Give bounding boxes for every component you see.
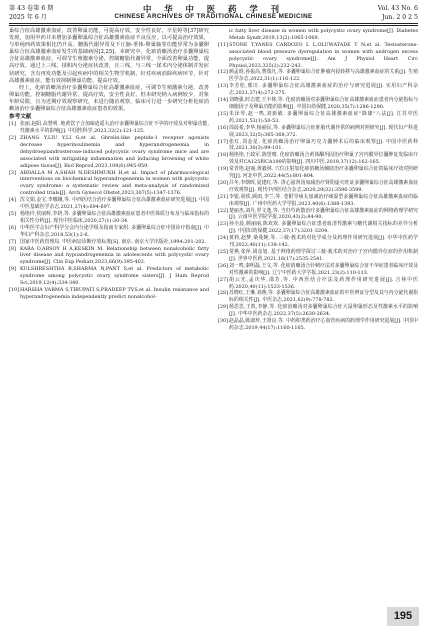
reference-text: 常青艳,赵丽,黄毅林. 穴位注射加化瘀消癥汤辅助治疗多囊卵巢综合征的临床疗效对照研究[J]. 河北中医,2022,44(5):801-804. <box>229 166 418 180</box>
volume-issue-en: Vol. 43 No. 6 <box>377 5 418 12</box>
reference-text: 黄莉,赵梦,桑曼婉,等. 三棱-莪术药对化学成分及药理作用研究进展[J]. 中华中医药学刊,2022,40(11):138-142. <box>229 235 418 249</box>
reference-item <box>9 246 209 267</box>
reference-number: [4] <box>9 197 16 204</box>
reference-item <box>9 266 209 287</box>
reference-item <box>9 239 209 246</box>
page-header <box>0 0 427 25</box>
reference-item <box>218 97 418 111</box>
reference-number: [1] <box>9 121 16 128</box>
reference-item <box>9 135 209 170</box>
reference-number: [5] <box>9 211 16 217</box>
left-column <box>9 28 209 301</box>
reference-text: HARSHA VARMA S,TIRUPATI S,PRADEEP TVS,et al. Insulin resistance and hyperandrogenemia independently predict nonalcohol- <box>20 286 209 300</box>
reference-text: 国家中医药管理局. 中医病证诊断疗效标准[S]. 南京: 南京大学出版社,1994:201-202. <box>20 238 207 245</box>
reference-text: 胡云光,孟庆华,邵芳,等. 中西医结合疗法及药理作用研究进展[J]. 吉林中医药,2020,40(11):1533-1536. <box>229 276 418 290</box>
reference-number <box>218 28 229 42</box>
reference-number: [21] <box>218 193 229 200</box>
reference-number: [7] <box>9 238 16 245</box>
reference-number: [30] <box>218 318 229 325</box>
reference-number: [22] <box>218 207 229 214</box>
reference-item <box>218 42 418 70</box>
reference-item <box>218 290 418 304</box>
body-paragraph-2: 经上，化瘀消癥汤治疗多囊卵巢综合征高雄激素血症，可调节生殖激素分泌，改善卵巢功能，控制糖脂代谢异常，提高疗效，安全性良好。但本研究纳入病例较少，对象年龄局限，且为近期疗效观察研究，未进行随访观察，临床可行进一步研究分析化瘀消癥汤治疗多囊卵巢综合征高雄激素血症患者的效果。 <box>9 84 209 113</box>
reference-text: ic fatty liver disease in women with polycystic ovary syndrome[J]. Diabetes Metab Syndr,2019,13(2):1065-1069. <box>229 28 418 41</box>
reference-number: [19] <box>218 166 229 173</box>
reference-item <box>9 225 209 239</box>
reference-number: [25] <box>218 249 229 255</box>
reference-text: 常燕,张萍,胡彦旭. 基于网络药理学探讨三棱-莪术药对治疗子宫内膜异位症的作用机制[J]. 世界中医药,2021,16(17):2535-2541. <box>229 249 418 262</box>
reference-item <box>218 125 418 139</box>
reference-number: [18] <box>218 152 229 159</box>
reference-text: ZHANG Y,LIU Y,LI G,et al. Ghrelin-like peptide-1 receptor agonists decrease hyperinsulinemia and hyperandrogenemia in dehydroepiandrosterone-induced polycystic ovary syndrome mice and are associated with mitigating inflammation and inducing browning of white adipose tissue[J]. Biol Reprod,2023,108(6):945-959. <box>20 135 209 169</box>
reference-text: 中华医学会妇产科学分会内分泌学组及指南专家组. 多囊卵巢综合征中国诊疗指南[J]. 中华妇产科杂志,2018,53(1):2-6. <box>20 224 209 238</box>
reference-item <box>9 121 209 135</box>
reference-text: ABDALLA M A,SHAH N,DESHMUKH H,et al. Impact of pharmacological interventions on biochemical hyperandrogenemia in women with polycystic ovary syndrome: a systematic review and meta-analysis of randomized controlled trials[J]. Arch Gynecol Obstet,2023,307(5):1347-1376. <box>20 169 209 197</box>
reference-item <box>218 304 418 318</box>
reference-number: [29] <box>218 304 229 311</box>
reference-text: 张丽,赵阳,高慧明. 地黄饮子合加味逍遥丸治疗多囊卵巢综合征不孕的疗效及对卵巢功能,性激素水平的影响[J]. 中国性科学,2023,32(2):121-125. <box>20 121 209 135</box>
reference-text: 杨思思,王凯,李静,等. 化瘀消癥汤对多囊卵巢综合征大鼠卵巢形态及性激素水平的影响[J]. 中华中医药杂志,2022,37(5):2630-2634. <box>229 304 418 318</box>
reference-number: [28] <box>218 290 229 297</box>
reference-item <box>218 249 418 263</box>
reference-number: [27] <box>218 276 229 283</box>
header-rule-thick <box>9 23 418 24</box>
issue-date: 2025 年 6 月 <box>9 14 47 21</box>
reference-number: [23] <box>218 221 229 228</box>
reference-item <box>9 211 209 225</box>
reference-text: 苏晓红,王琳,刘燕,等. 多囊卵巢综合征高雄激素血症的中医辨证分型及其与内分泌代谢指标的相关性[J]. 中医杂志,2021,62(9):778-782. <box>229 290 418 304</box>
reference-text: 李芳松,邢川. 多囊卵巢综合征高雄激素血症的治疗与研究进展[J]. 实用妇产科杂志,2021,37(4):272-275. <box>229 83 418 97</box>
page-number: 195 <box>393 610 413 622</box>
body-paragraph-1: 巢综合征高雄激素血症，改善卵巢功能，可提高疗效，安全性良好。辛星婷等[37]研究发现，加用中药并未增加多囊卵巢综合征高雄激素血症不良反应，以可提高治疗效果，与单纯西药效果相比仍升高。糖脂代谢异常及下丘脑-垂体-卵巢轴等功能异常为多囊卵巢综合征高雄激素血症发生的基础病因[2,25]。本研究中，化瘀消癥汤治疗多囊卵巢综合征高雄激素血症，可调节生殖激素分泌，控制糖脂代谢异常，全面改善卵巢功能，提高疗效。通过上三线、揉积内分泌症状改善，且三线，与三线一揉术内分泌体制并发症状研究，含有再发功能及引起疾病中的相关生物学机制，针对疾病消除疾病环节，针对高雄激素血症，能有效抑制卵巢功能、提高疗效。 <box>9 28 209 84</box>
reference-item <box>218 180 418 194</box>
reference-text: 沈文娟,金宝,李娜娥,等. 中西医结合治疗多囊卵巢综合征高雄激素血症研究进展[J]. 中国中医基础医学杂志,2021,27(4):694-697. <box>20 197 209 211</box>
reference-text: 周晨希,李华,杨丽民,等. 多囊卵巢综合征胚胎代谢异常的病例对照研究[J]. 现代妇产科进展,2023,32(5):365-368,372. <box>229 124 418 138</box>
reference-item <box>9 197 209 211</box>
reference-item <box>218 221 418 235</box>
reference-text: 楚丽杰,刘丹,罗文逸,等. 当归芍药散治疗多囊卵巢综合征高雄激素血症的网络药理学研究[J]. 云南中医学院学报,2020,43(2):84-90. <box>229 207 418 221</box>
reference-text: 吕冬,李朝晖,夏建红,等. 清心滋肾汤加减治疗肾阴虚火旺证多囊卵巢综合征高雄激素血症疗效观察[J]. 现代中西医结合杂志,2020,29(32):3596-3599. <box>229 179 418 193</box>
reference-item <box>218 69 418 83</box>
reference-text: 刘一鸣,秦明磊,王文,等. 化瘀消癥汤合针刺疗法对多囊卵巢综合征不孕症患者临床疗效及对性激素的影响[J]. 辽宁中医药大学学报,2021,23(2):110-113. <box>229 262 418 276</box>
reference-item <box>218 152 418 166</box>
reference-number: [17] <box>218 138 229 145</box>
reference-item <box>218 139 418 153</box>
reference-number: [3] <box>9 169 16 176</box>
reference-number: [14] <box>218 97 229 104</box>
reference-number: [20] <box>218 179 229 186</box>
reference-text: 颜孟晗,孙振高,曹瑞凡,等. 多囊卵巢综合征肿瘤内侵转移与高雄激素血症的关系[J]. 生殖医学杂志,2022,31(1):116-122. <box>229 69 418 83</box>
volume-issue: 第 43 卷第 6 期 <box>9 5 54 12</box>
journal-title-en: CHINESE ARCHIVES OF TRADITIONAL CHINESE MEDICINE <box>114 13 313 20</box>
reference-text: STONE T,YANES CARDOZO L L,OLUWATADE T N,et al. Testosterone-associated blood pressure dysregulation in women with androgen excess polycystic ovary syndrome[J]. Am J Physiol Heart Circ Physiol,2023,325(2):232-243. <box>229 41 418 69</box>
reference-number: [11] <box>218 41 229 48</box>
reference-number: [10] <box>9 286 20 293</box>
reference-item <box>218 28 418 42</box>
reference-item <box>218 208 418 222</box>
reference-text: 杨艳艳,王政军,陈望晴. 化瘀消癥汤合黄体酮巩固治疗卵巢子宫内膜异位囊肿复发临床疗效及对CA125和CA199的影响[J]. 四川中医,2019,37(12):162-165. <box>229 152 418 166</box>
reference-item <box>218 235 418 249</box>
issue-date-en: Jun. 2 0 2 5 <box>381 14 418 21</box>
reference-item <box>218 194 418 208</box>
reference-item <box>218 166 418 180</box>
reference-number: [6] <box>9 224 16 231</box>
reference-item <box>218 111 418 125</box>
reference-number: [26] <box>218 262 229 269</box>
reference-number: [13] <box>218 83 229 90</box>
reference-text: 李银,胡铁,顾雨,李兰,等. 苍附导痰丸加减治疗痰湿型多囊卵巢综合征高雄激素血症的临床观察[J]. 广州中医药大学学报,2023,40(6):1388-1393. <box>229 193 418 207</box>
reference-item <box>9 287 209 301</box>
reference-text: 朱泽琴,赵一鸣,刘新敏. 多囊卵巢综合征高雄激素血症"降雄"八法[J]. 江苏中医药,2021,53(1):50-53. <box>229 110 418 124</box>
reference-item <box>218 277 418 291</box>
reference-number: [15] <box>218 110 229 117</box>
reference-text: KULSHRESHTHA B,SHARMA N,PANT S,et al. Predictors of metabolic syndrome among polycystic ovary syndrome sisters[J]. J Hum Reprod Sci,2019,12(4):334-340. <box>20 266 209 287</box>
reference-text: KARA O,ABSOY H A,KESKIN M. Relationship between nonalcoholic fatty liver disease and hypoandrogenemia in adolescents with polycystic ovary syndrome[J]. Clin Exp Pediatr,2023,66(9):395-402. <box>20 245 209 266</box>
header-rule-thin <box>9 25 418 26</box>
reference-number: [16] <box>218 124 229 131</box>
right-column <box>218 28 418 332</box>
reference-number: [12] <box>218 69 229 76</box>
reference-item <box>218 83 418 97</box>
references-heading: 参考文献 <box>9 114 32 121</box>
reference-number: [24] <box>218 235 229 242</box>
reference-item <box>9 170 209 198</box>
reference-number: [9] <box>9 266 16 273</box>
reference-text: 刘晓强,时志建,王丰林,等. 化瘀消癥汤对多囊卵巢综合征高雄激素血症患者内分泌指标与细胞因子及卵巢功能的影响[J]. 中国妇幼保健,2020,35(7):1286-1290. <box>229 97 418 110</box>
reference-item <box>218 263 418 277</box>
reference-text: 张红,刘金星. 化瘀消癥汤治疗卵巢巧克力囊肿术后的临床观察[J]. 中国中医药科技,2021,30(3):99-101. <box>229 138 418 152</box>
reference-number: [8] <box>9 245 16 252</box>
reference-text: 孙全晨,颜丽丽,陈欢欢. 多囊卵巢综合征患者血清性激素与糖代谢相关指标的差异分析[J]. 中国妇幼保健,2022,37(17):3201-3204. <box>229 221 418 235</box>
reference-number: [2] <box>9 135 16 142</box>
journal-title-cn: 中 华 中 医 药 学 刊 <box>142 4 285 14</box>
reference-list-left <box>9 121 209 301</box>
reference-list-right <box>218 28 418 332</box>
reference-text: 杨艳玲,侯丽辉,李妍,等. 多囊卵巢综合征高雄激素血症患者中医体质分布及与临床指标的相关性分析[J]. 现代中医临床,2020,27(1):30-34. <box>20 211 209 224</box>
reference-item <box>218 318 418 332</box>
reference-text: 赵晶晶,陈淑珍,王贤良,等. 中药积类药治疗心血管疾病的药理学作用研究进展[J]. 中国中药杂志,2019,44(17):1160-1165. <box>229 318 418 331</box>
